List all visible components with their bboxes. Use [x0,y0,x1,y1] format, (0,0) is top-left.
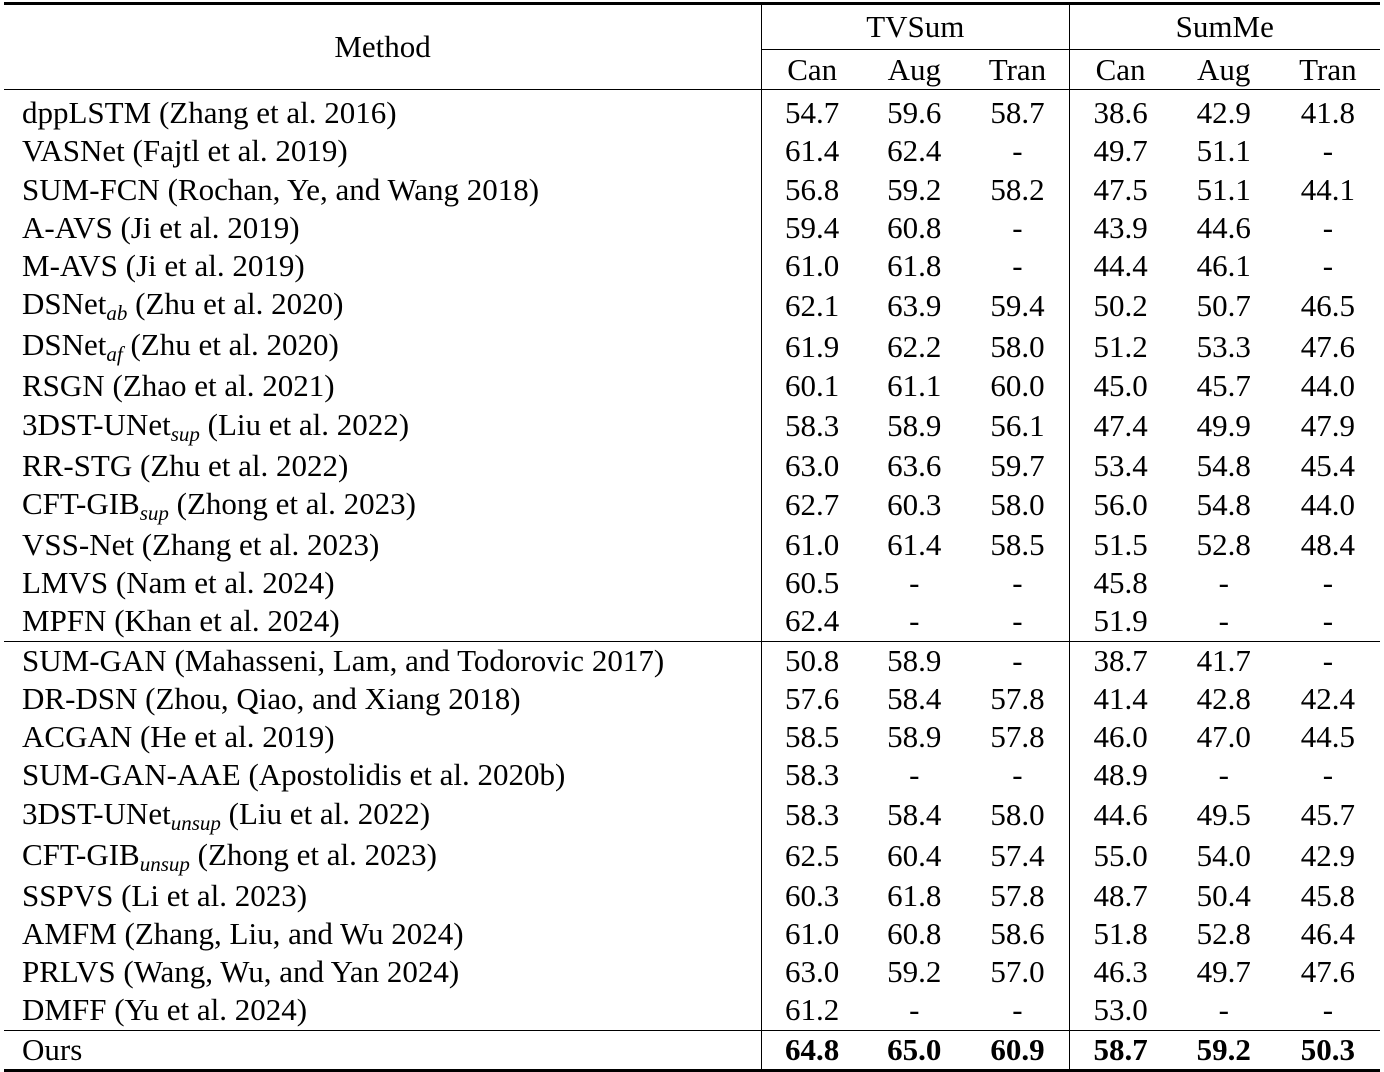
method-cell [4,132,762,170]
value-cell: 60.3 [887,487,942,523]
value-cell: 61.0 [762,247,863,285]
table-row [4,795,1380,836]
value-cell: 58.4 [887,797,942,832]
value-cell: 41.4 [1069,680,1172,718]
method-subscript: unsup [139,851,190,876]
value-cell: 45.8 [1300,877,1356,913]
method-subscript: ab [106,301,128,326]
table-row [4,285,1380,326]
value-cell: 50.3 [1276,1030,1380,1070]
method-citation: (Zhu et al. 2020) [122,327,339,363]
value-cell: 61.0 [762,915,863,953]
method-citation: (Mahasseni, Lam, and Todorovic 2017) [166,642,665,678]
value-cell: 63.6 [887,447,942,483]
method-cell [4,406,762,447]
value-cell: 60.9 [966,1030,1069,1070]
method-citation: (Zhu et al. 2022) [132,447,349,483]
value-cell: 60.3 [762,877,863,915]
value-cell: 61.9 [762,326,863,367]
value-cell: 50.7 [1196,287,1251,323]
value-cell: 58.7 [1069,1030,1172,1070]
table-row [4,680,1380,718]
value-cell: - [1322,133,1334,169]
method-name: CFT-GIB [22,485,140,521]
value-cell: 56.8 [762,171,863,209]
value-cell: 46.5 [1300,287,1356,323]
method-name: DSNet [22,286,107,322]
method-citation: (Ji et al. 2019) [112,209,300,245]
value-cell: 60.4 [887,838,942,873]
method-citation: (Zhong et al. 2023) [168,485,416,521]
method-name: DMFF [22,992,107,1028]
value-cell: 61.1 [887,368,942,404]
method-cell [4,285,762,326]
method-cell [4,836,762,877]
value-cell: 58.3 [762,795,863,836]
value-cell: 62.5 [762,836,863,877]
method-citation: (Nam et al. 2024) [108,565,335,601]
method-cell [4,877,762,915]
value-cell: 57.8 [990,719,1045,755]
value-cell: 46.4 [1300,915,1356,951]
value-cell: 58.0 [990,487,1045,523]
table-row [4,877,1380,915]
method-cell [4,526,762,564]
method-name: VSS-Net [22,526,134,562]
value-cell: 44.6 [1069,795,1172,836]
value-cell: 59.7 [990,447,1045,483]
value-cell: 61.8 [887,248,942,284]
value-cell: 52.8 [1196,915,1251,951]
value-cell: 47.6 [1300,328,1356,364]
method-cell [4,915,762,953]
method-cell [4,90,762,133]
method-name: 3DST-UNet [22,406,171,442]
table-row [4,991,1380,1030]
method-cell [4,756,762,794]
value-cell: 51.1 [1196,133,1251,169]
value-cell: - [909,992,920,1028]
value-cell: - [1218,603,1229,639]
method-citation: (Fajtl et al. 2019) [124,133,348,169]
method-citation: (Zhou, Qiao, and Xiang 2018) [137,680,521,716]
value-cell: 48.7 [1069,877,1172,915]
value-cell: 51.8 [1069,915,1172,953]
table-row [4,326,1380,367]
method-citation: (Liu et al. 2022) [220,795,431,831]
value-cell: - [1012,133,1023,169]
method-citation: (Wang, Wu, and Yan 2024) [115,954,460,990]
value-cell: 60.5 [762,564,863,602]
value-cell: - [1218,992,1229,1028]
method-subscript: sup [170,421,200,446]
method-name: M-AVS [22,248,118,284]
method-name: LMVS [22,565,109,601]
value-cell: - [1012,209,1023,245]
value-cell: 54.7 [762,90,863,133]
value-cell: 42.9 [1196,95,1251,131]
value-cell: 45.7 [1300,797,1356,832]
col-summe-tran: Tran [1276,50,1380,90]
method-name: AMFM [22,915,117,951]
col-tvsum-tran: Tran [966,50,1069,90]
method-cell [4,326,762,367]
table-row [4,209,1380,247]
value-cell: 61.4 [887,526,942,562]
value-cell: - [1218,757,1229,793]
value-cell: 46.0 [1069,718,1172,756]
value-cell: 54.0 [1196,838,1251,873]
value-cell: 42.9 [1300,838,1356,873]
value-cell: - [1322,603,1334,639]
value-cell: 54.8 [1196,447,1251,483]
value-cell: - [909,757,920,793]
method-cell [4,447,762,485]
value-cell: 45.7 [1196,368,1251,404]
method-citation: (Zhao et al. 2021) [104,368,335,404]
value-cell: 57.8 [990,680,1045,716]
method-citation: (Liu et al. 2022) [199,406,410,442]
value-cell: 61.8 [887,877,942,913]
table-row [4,641,1380,680]
value-cell: 58.9 [862,641,966,680]
value-cell: 61.2 [762,991,863,1030]
method-citation: (Li et al. 2023) [113,877,308,913]
method-cell [4,718,762,756]
value-cell: 44.6 [1196,209,1251,245]
value-cell: 44.0 [1300,368,1356,404]
value-cell: 59.4 [990,287,1045,323]
method-cell [4,485,762,526]
method-name: SSPVS [22,877,114,913]
col-summe-aug: Aug [1172,50,1276,90]
value-cell: 58.4 [887,680,942,716]
method-citation: (Ji et al. 2019) [117,248,305,284]
method-citation: (He et al. 2019) [132,719,335,755]
table-body [4,90,1380,1071]
value-cell: - [1322,565,1334,601]
table-row [4,718,1380,756]
value-cell: 47.9 [1300,408,1356,443]
table-row [4,485,1380,526]
value-cell: 62.1 [762,285,863,326]
value-cell: - [909,565,920,601]
value-cell: 45.0 [1069,367,1172,405]
method-cell [4,247,762,285]
value-cell: 42.4 [1300,680,1356,716]
value-cell: 65.0 [862,1030,966,1070]
method-cell [4,1030,762,1070]
value-cell: 51.2 [1069,326,1172,367]
value-cell: 59.4 [762,209,863,247]
value-cell: 63.0 [762,953,863,991]
table-row [4,132,1380,170]
results-table [4,2,1380,1072]
value-cell: 54.8 [1196,487,1251,523]
method-citation: (Rochan, Ye, and Wang 2018) [159,171,540,207]
method-name: SUM-GAN [22,642,167,678]
value-cell: 51.9 [1069,602,1172,641]
method-cell [4,641,762,680]
value-cell: 56.0 [1069,485,1172,526]
value-cell: - [1012,757,1023,793]
table-row [4,756,1380,794]
value-cell: 60.0 [990,368,1045,404]
value-cell: 46.1 [1196,248,1251,284]
value-cell: 58.7 [990,95,1045,131]
value-cell: 59.2 [887,171,942,207]
table-row [4,602,1380,641]
value-cell: 57.0 [990,954,1045,990]
value-cell: 47.4 [1069,406,1172,447]
table-row [4,953,1380,991]
method-cell [4,680,762,718]
value-cell: - [1012,248,1023,284]
method-subscript: af [106,342,123,367]
value-cell: 62.2 [887,328,942,364]
value-cell: 57.6 [762,680,863,718]
value-cell: - [1012,565,1023,601]
col-tvsum-can: Can [762,50,863,90]
value-cell: 58.0 [990,328,1045,364]
value-cell: 44.0 [1300,487,1356,523]
value-cell: - [1322,992,1334,1028]
value-cell: 62.4 [762,602,863,641]
method-citation: (Zhang et al. 2016) [151,95,397,131]
value-cell: 49.7 [1196,954,1251,990]
value-cell: 43.9 [1069,209,1172,247]
value-cell: 63.9 [887,287,942,323]
value-cell: 58.0 [990,797,1045,832]
table-row [4,247,1380,285]
method-citation: (Yu et al. 2024) [106,992,308,1028]
value-cell: 58.3 [762,406,863,447]
method-name: PRLVS [22,954,116,990]
method-citation: (Zhu et al. 2020) [127,286,344,322]
method-name: RR-STG [22,447,133,483]
table-row [4,406,1380,447]
table-row [4,447,1380,485]
col-tvsum-aug: Aug [862,50,966,90]
value-cell: 60.8 [887,915,942,951]
method-name: SUM-FCN [22,171,160,207]
value-cell: 57.4 [990,838,1045,873]
method-cell [4,564,762,602]
value-cell: - [1012,603,1023,639]
value-cell: 44.1 [1300,171,1356,207]
tvsum-header: TVSum [762,4,1069,50]
value-cell: 48.4 [1300,526,1356,562]
method-name: MPFN [22,603,107,639]
value-cell: 61.4 [762,132,863,170]
value-cell: 48.9 [1069,756,1172,794]
value-cell: 62.4 [887,133,942,169]
value-cell: 41.8 [1300,95,1356,131]
value-cell: 59.6 [887,95,942,131]
value-cell: 50.8 [762,641,863,680]
method-cell [4,367,762,405]
method-cell [4,991,762,1030]
table-row [4,90,1380,133]
value-cell: 64.8 [762,1030,863,1070]
value-cell: 49.7 [1069,132,1172,170]
table-row [4,367,1380,405]
value-cell: 50.2 [1069,285,1172,326]
value-cell: 62.7 [762,485,863,526]
method-citation: (Khan et al. 2024) [106,603,340,639]
value-cell: 58.9 [887,408,942,443]
value-cell: 45.8 [1069,564,1172,602]
value-cell: 46.3 [1069,953,1172,991]
table-row [4,526,1380,564]
table-row [4,1030,1380,1070]
value-cell: 58.2 [990,171,1045,207]
value-cell: - [966,641,1069,680]
value-cell: 53.3 [1196,328,1251,364]
value-cell: 53.4 [1069,447,1172,485]
value-cell: 58.6 [990,915,1045,951]
value-cell: 42.8 [1196,680,1251,716]
method-name: Ours [22,1031,83,1067]
value-cell: 55.0 [1069,836,1172,877]
value-cell: - [1012,992,1023,1028]
method-citation: (Zhong et al. 2023) [189,836,437,872]
method-subscript: sup [139,500,169,525]
method-citation: (Zhang et al. 2023) [133,526,380,562]
method-cell [4,953,762,991]
method-name: VASNet [22,133,125,169]
value-cell: 44.5 [1300,719,1356,755]
value-cell: 47.0 [1196,719,1251,755]
value-cell: 56.1 [990,408,1045,443]
value-cell: - [1322,757,1334,793]
value-cell: 63.0 [762,447,863,485]
table-row [4,564,1380,602]
method-name: SUM-GAN-AAE [22,757,241,793]
method-name: 3DST-UNet [22,795,171,831]
value-cell: 58.9 [887,719,942,755]
method-name: A-AVS [22,209,113,245]
value-cell: 53.0 [1069,991,1172,1030]
method-name: DSNet [22,327,107,363]
method-cell [4,795,762,836]
value-cell: 51.1 [1196,171,1251,207]
value-cell: 41.7 [1172,641,1276,680]
value-cell: 49.9 [1196,408,1251,443]
method-header: Method [4,4,762,90]
value-cell: 60.8 [887,209,942,245]
value-cell: 44.4 [1069,247,1172,285]
method-citation: (Zhang, Liu, and Wu 2024) [116,915,464,951]
table-row [4,915,1380,953]
value-cell: 59.2 [1172,1030,1276,1070]
value-cell: 50.4 [1196,877,1251,913]
method-cell [4,602,762,641]
method-citation: (Apostolidis et al. 2020b) [240,757,566,793]
value-cell: 51.5 [1069,526,1172,564]
value-cell: - [1322,209,1334,245]
value-cell: 47.5 [1069,171,1172,209]
method-cell [4,171,762,209]
col-summe-can: Can [1069,50,1172,90]
method-name: DR-DSN [22,680,138,716]
method-name: ACGAN [22,719,133,755]
value-cell: - [1276,641,1380,680]
value-cell: 57.8 [990,877,1045,913]
value-cell: 59.2 [887,954,942,990]
table-row [4,171,1380,209]
value-cell: 52.8 [1196,526,1251,562]
value-cell: 47.6 [1300,954,1356,990]
method-name: CFT-GIB [22,836,140,872]
value-cell: 38.7 [1069,641,1172,680]
value-cell: - [909,603,920,639]
value-cell: 45.4 [1300,447,1356,483]
value-cell: 38.6 [1069,90,1172,133]
value-cell: 60.1 [762,367,863,405]
value-cell: 61.0 [762,526,863,564]
value-cell: 49.5 [1196,797,1251,832]
method-name: RSGN [22,368,105,404]
value-cell: 58.3 [762,756,863,794]
value-cell: - [1322,248,1334,284]
table-row [4,836,1380,877]
method-cell [4,209,762,247]
method-subscript: unsup [170,810,221,835]
value-cell: 58.5 [990,526,1045,562]
method-name: dppLSTM [22,95,152,131]
value-cell: 58.5 [762,718,863,756]
value-cell: - [1218,565,1229,601]
summe-header: SumMe [1069,4,1380,50]
